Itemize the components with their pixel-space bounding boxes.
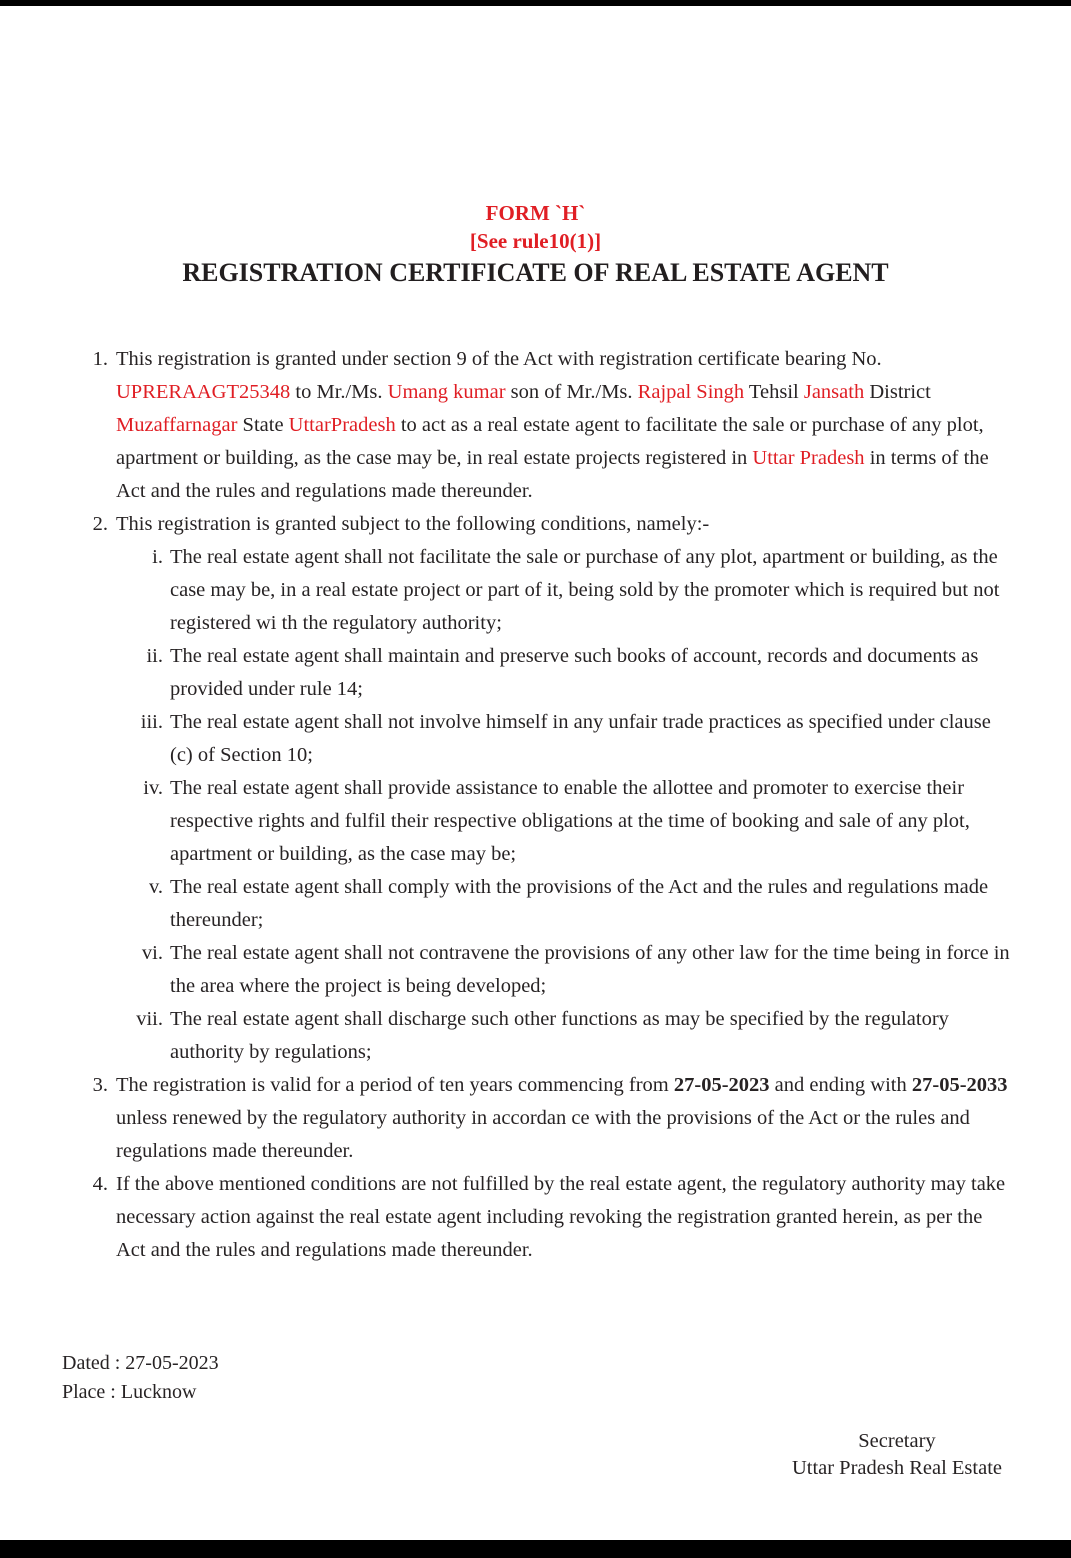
list-item-text <box>116 1168 1011 1267</box>
sub-list-item-number: iv. <box>143 777 163 799</box>
conditions-list <box>65 343 1011 1267</box>
body-text: The real estate agent shall not contravene the provisions of any other law for the time being in force in the area where the project is being developed; <box>170 942 1010 997</box>
bold-date: 27-05-2033 <box>911 1074 1008 1096</box>
place-line: Place : Lucknow <box>62 1381 197 1403</box>
sub-list-item-number: vi. <box>141 942 163 964</box>
sub-list-item <box>116 1003 1011 1069</box>
body-text: District <box>864 381 931 403</box>
highlighted-value: Muzaffarnagar <box>116 414 238 436</box>
list-item-text <box>116 1069 1011 1168</box>
date-place-block <box>62 1349 219 1407</box>
body-text: The real estate agent shall not involve himself in any unfair trade practices as specified under clause (c) of Section 10; <box>170 711 991 766</box>
list-item-number: 4. <box>92 1173 108 1195</box>
sub-list-item-text <box>170 541 1011 640</box>
sub-list-item <box>116 772 1011 871</box>
sub-list-item <box>116 706 1011 772</box>
sub-list-item-number: vii. <box>136 1008 163 1030</box>
sub-list-item-number: i. <box>152 546 163 568</box>
body-text: The real estate agent shall not facilitate the sale or purchase of any plot, apartment or building, as the case may be, in a real estate project or part of it, being sold by the promoter which is required but not registered wi th the regulatory authority; <box>170 546 1000 634</box>
bold-date: 27-05-2023 <box>673 1074 770 1096</box>
body-text: to Mr./Ms. <box>290 381 388 403</box>
list-item <box>65 343 1011 508</box>
body-text: The real estate agent shall provide assistance to enable the allottee and promoter to exercise their respective rights and fulfil their respective obligations at the time of booking and sale of any plot, apartment or building, as the case may be; <box>170 777 970 865</box>
list-item-number: 1. <box>92 348 108 370</box>
body-text: and ending with <box>769 1074 912 1096</box>
sub-list-item <box>116 871 1011 937</box>
sub-list-item-number: iii. <box>140 711 163 733</box>
sub-list-item-text <box>170 772 1011 871</box>
bottom-black-bar <box>0 1540 1071 1558</box>
highlighted-value: UPRERAAGT25348 <box>116 381 291 403</box>
rule-heading: [See rule10(1)] <box>469 229 602 253</box>
sub-list-item-text <box>170 706 1011 772</box>
list-item <box>65 1069 1011 1168</box>
list-item-text <box>116 343 1011 508</box>
top-black-bar <box>0 0 1071 6</box>
sub-list-item <box>116 937 1011 1003</box>
sub-list-item-text <box>170 871 1011 937</box>
list-item-text <box>116 508 1011 1069</box>
sub-list-item-text <box>170 937 1011 1003</box>
body-text: This registration is granted subject to the following conditions, namely:- <box>116 513 710 535</box>
list-item-number: 3. <box>92 1074 108 1096</box>
signature-block <box>792 1428 1002 1482</box>
highlighted-value: Jansath <box>803 381 865 403</box>
body-text: This registration is granted under section 9 of the Act with registration certificate bearing No. <box>116 348 882 370</box>
sub-list-item <box>116 541 1011 640</box>
highlighted-value: UttarPradesh <box>288 414 396 436</box>
body-text: If the above mentioned conditions are not fulfilled by the real estate agent, the regulatory authority may take necessary action against the real estate agent including revoking the registration granted herein, as per the Act and the rules and regulations made thereunder. <box>116 1173 1006 1261</box>
body-text: Tehsil <box>744 381 804 403</box>
body-text: The real estate agent shall maintain and preserve such books of account, records and documents as provided under rule 14; <box>170 645 979 700</box>
highlighted-value: Rajpal Singh <box>637 381 745 403</box>
list-item <box>65 508 1011 1069</box>
sub-list-item-text <box>170 640 1011 706</box>
body-text: The real estate agent shall comply with the provisions of the Act and the rules and regulations made thereunder; <box>170 876 989 931</box>
body-text: unless renewed by the regulatory authority in accordan ce with the provisions of the Act or the rules and regulations made thereunder. <box>116 1107 970 1162</box>
body-text: The real estate agent shall discharge such other functions as may be specified by the regulatory authority by regulations; <box>170 1008 949 1063</box>
sub-list-item-number: ii. <box>146 645 163 667</box>
signatory-title: Secretary <box>858 1430 936 1452</box>
sub-conditions-list <box>116 541 1011 1069</box>
certificate-header <box>0 0 1071 291</box>
body-text: to act as a real estate agent to facilitate the sale or purchase of any plot, apartment or building, as the case may be, in real estate projects registered in <box>116 414 984 469</box>
body-text: The registration is valid for a period of ten years commencing from <box>116 1074 674 1096</box>
highlighted-value: Uttar Pradesh <box>752 447 865 469</box>
dated-line: Dated : 27-05-2023 <box>62 1352 219 1374</box>
sub-list-item-text <box>170 1003 1011 1069</box>
body-text: son of Mr./Ms. <box>505 381 638 403</box>
body-text: State <box>237 414 289 436</box>
sub-list-item <box>116 640 1011 706</box>
list-item <box>65 1168 1011 1267</box>
list-item-number: 2. <box>92 513 108 535</box>
page-title: REGISTRATION CERTIFICATE OF REAL ESTATE AGENT <box>182 258 889 287</box>
sub-list-item-number: v. <box>148 876 163 898</box>
form-heading: FORM `H` <box>485 201 586 225</box>
highlighted-value: Umang kumar <box>387 381 506 403</box>
body-text: in terms of the Act and the rules and regulations made thereunder. <box>116 447 989 502</box>
signatory-org: Uttar Pradesh Real Estate <box>791 1457 1002 1479</box>
